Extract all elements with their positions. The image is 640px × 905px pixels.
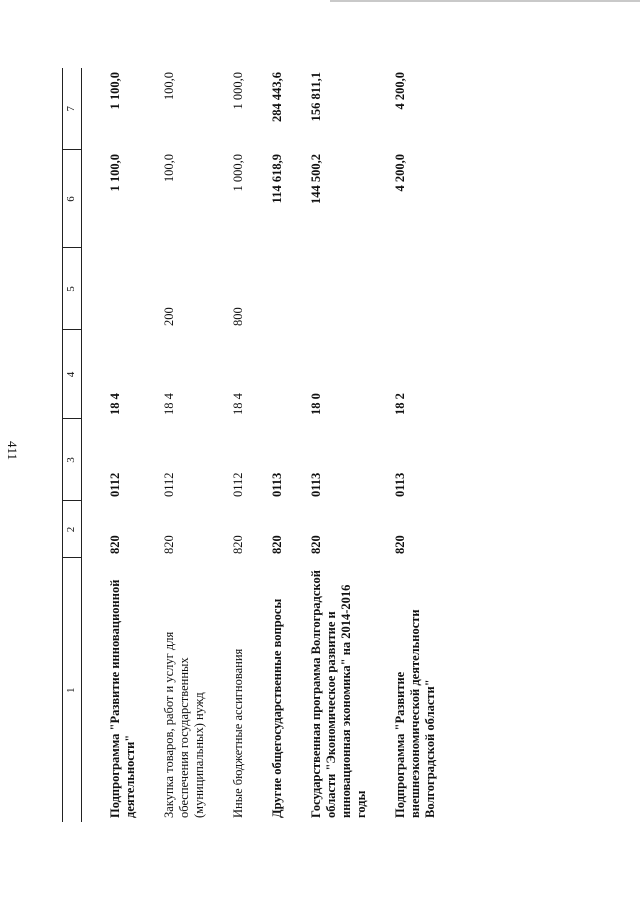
row-c4: 18 2 (393, 393, 407, 415)
table-row (98, 68, 152, 822)
row-name: Государственная программа Волгоградской области "Экономическое развитие и инновационная экономика" на 2014-2016 годы (309, 570, 368, 818)
column-header-1: 1 (63, 558, 82, 822)
row-c7: 156 811,1 (309, 72, 323, 122)
row-c6: 114 618,9 (270, 154, 284, 204)
row-c2: 820 (162, 535, 176, 554)
column-header-5: 5 (63, 248, 82, 330)
column-header-6: 6 (63, 150, 82, 248)
row-c6: 100,0 (162, 154, 176, 183)
row-c4: 18 0 (309, 393, 323, 415)
row-c3: 0113 (393, 472, 407, 497)
row-c2: 820 (270, 535, 284, 554)
row-c3: 0113 (270, 472, 284, 497)
row-name: Подпрограмма "Развитие инновационной деятельности" (108, 579, 137, 818)
row-c3: 0112 (108, 472, 122, 497)
table-row (152, 68, 221, 822)
row-c7: 100,0 (162, 72, 176, 101)
row-c2: 820 (309, 535, 323, 554)
row-c6: 1 100,0 (108, 154, 122, 192)
row-c7: 1 000,0 (231, 72, 245, 110)
row-c7: 4 200,0 (393, 72, 407, 110)
table-row (221, 68, 260, 822)
row-c5 (299, 248, 383, 330)
row-name: Другие общегосударственные вопросы (270, 598, 284, 818)
row-c2: 820 (108, 535, 122, 554)
spacer-row (82, 68, 99, 822)
row-c4: 18 4 (231, 393, 245, 415)
top-rule (330, 0, 640, 2)
table-row (260, 68, 299, 822)
row-name: Иные бюджетные ассигнования (231, 648, 245, 818)
row-c7: 284 443,6 (270, 72, 284, 122)
row-c5: 800 (231, 307, 245, 326)
table-row (383, 68, 452, 822)
row-name: Закупка товаров, работ и услуг для обеспечения государственных (муниципальных) нужд (162, 631, 206, 818)
budget-table-rotated (62, 68, 572, 822)
row-c5: 200 (162, 307, 176, 326)
budget-table (62, 68, 452, 822)
row-c6: 4 200,0 (393, 154, 407, 192)
row-c4: 18 4 (162, 393, 176, 415)
column-header-4: 4 (63, 330, 82, 419)
column-header-2: 2 (63, 501, 82, 558)
row-c4: 18 4 (108, 393, 122, 415)
row-c2: 820 (231, 535, 245, 554)
row-c6: 1 000,0 (231, 154, 245, 192)
row-c3: 0112 (162, 472, 176, 497)
row-c5 (260, 248, 299, 330)
page-number: 411 (5, 441, 20, 461)
row-c3: 0113 (309, 472, 323, 497)
row-c6: 144 500,2 (309, 154, 323, 204)
table-row (299, 68, 383, 822)
column-header-7: 7 (63, 68, 82, 150)
row-c7: 1 100,0 (108, 72, 122, 110)
column-number-row (63, 68, 82, 822)
row-name: Подпрограмма "Развитие внешнеэкономической деятельности Волгоградской области" (393, 609, 437, 818)
row-c5 (98, 248, 152, 330)
column-header-3: 3 (63, 419, 82, 501)
row-c5 (383, 248, 452, 330)
row-c4 (260, 330, 299, 419)
row-c3: 0112 (231, 472, 245, 497)
row-c2: 820 (393, 535, 407, 554)
